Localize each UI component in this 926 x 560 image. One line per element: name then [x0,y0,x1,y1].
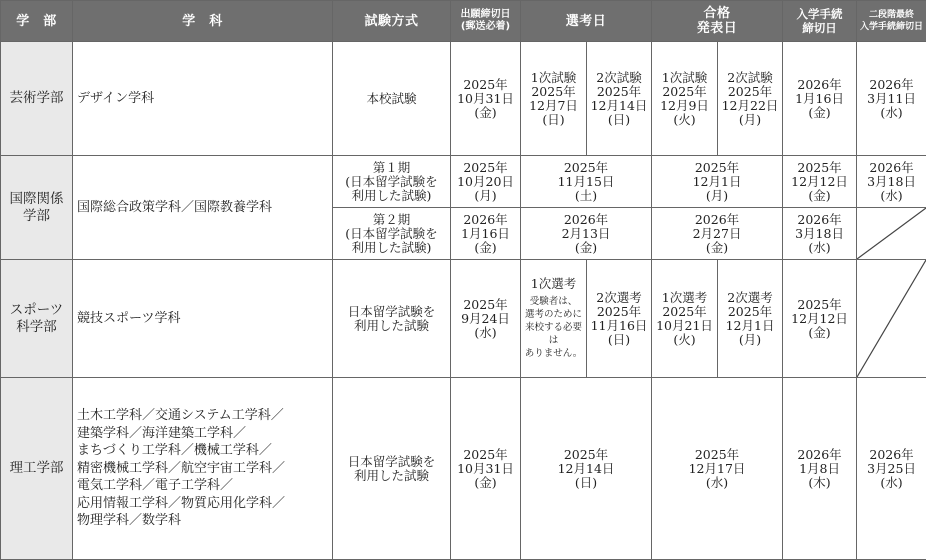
department-sci-line: 土木工学科／交通システム工学科／ [77,408,284,424]
header-enroll-deadline: 入学手続 締切日 [783,1,857,42]
department-sci-line: まちづくり工学科／機械工学科／ [77,443,272,459]
result1-art: 1次試験 2025年 12月9日 (火) [652,42,718,156]
department-sports: 競技スポーツ学科 [73,260,333,378]
exam1-sports-note-2: 選考のために [524,309,582,320]
faculty-art: 芸術学部 [1,42,73,156]
department-art: デザイン学科 [73,42,333,156]
second-intl-p1: 2026年 3月18日 (水) [857,156,926,208]
exam1-art: 1次試験 2025年 12月7日 (日) [521,42,587,156]
second-intl-p2-empty [857,208,926,260]
enroll-sports: 2025年 12月12日 (金) [783,260,857,378]
header-faculty: 学 部 [1,1,73,42]
faculty-sports: スポーツ 科学部 [1,260,73,378]
exam1-sports: 1次選考 受験者は、 選考のために 来校する必要は ありません。 [521,260,587,378]
department-sci-line: 物理学科／数学科 [77,513,182,529]
exam1-sports-note-3: 来校する必要は [524,322,582,346]
result-sci: 2025年 12月17日 (水) [652,378,783,560]
faculty-intl: 国際関係 学部 [1,156,73,260]
deadline-intl-p1: 2025年 10月20日 (月) [451,156,521,208]
row-sci [1,378,926,560]
row-sports [1,260,926,378]
department-sci-line: 電気工学科／電子工学科／ [77,478,234,494]
exam2-sports: 2次選考 2025年 11月16日 (日) [587,260,652,378]
result-intl-p1: 2025年 12月1日 (月) [652,156,783,208]
header-method: 試験方式 [333,1,451,42]
enroll-art: 2026年 1月16日 (金) [783,42,857,156]
header-department: 学 科 [73,1,333,42]
deadline-sports: 2025年 9月24日 (水) [451,260,521,378]
department-sci-line: 建築学科／海洋建築工学科／ [77,425,247,441]
departments-sci [73,378,333,560]
result2-art: 2次試験 2025年 12月22日 (月) [718,42,783,156]
exam-sci: 2025年 12月14日 (日) [521,378,652,560]
faculty-sci: 理工学部 [1,378,73,560]
diagonal-slash [857,208,926,259]
diagonal-slash [857,260,926,377]
method-sci: 日本留学試験を 利用した試験 [333,378,451,560]
exam-intl-p2: 2026年 2月13日 (金) [521,208,652,260]
header-deadline: 出願締切日 (郵送必着) [451,1,521,42]
second-sports-empty [857,260,926,378]
department-sci-line: 精密機械工学科／航空宇宙工学科／ [77,460,286,476]
row-intl-p1 [1,156,926,208]
header-exam-date: 選考日 [521,1,652,42]
header-row [1,1,926,42]
exam1-sports-note-1: 受験者は、 [529,296,578,307]
department-sci-line: 応用情報工学科／物質応用化学科／ [77,495,286,511]
header-result-date: 合格 発表日 [652,1,783,42]
exam1-sports-note-4: ありません。 [524,348,583,359]
method-intl-p2: 第２期 (日本留学試験を 利用した試験) [333,208,451,260]
second-art: 2026年 3月11日 (水) [857,42,926,156]
header-second-stage: 二段階最終 入学手続締切日 [857,1,926,42]
enroll-intl-p2: 2026年 3月18日 (水) [783,208,857,260]
enroll-sci: 2026年 1月8日 (木) [783,378,857,560]
second-sci: 2026年 3月25日 (水) [857,378,926,560]
deadline-art: 2025年 10月31日 (金) [451,42,521,156]
row-art [1,42,926,156]
result2-sports: 2次選考 2025年 12月1日 (月) [718,260,783,378]
result1-sports: 1次選考 2025年 10月21日 (火) [652,260,718,378]
enroll-intl-p1: 2025年 12月12日 (金) [783,156,857,208]
result-intl-p2: 2026年 2月27日 (金) [652,208,783,260]
deadline-intl-p2: 2026年 1月16日 (金) [451,208,521,260]
method-sports: 日本留学試験を 利用した試験 [333,260,451,378]
method-intl-p1: 第１期 (日本留学試験を 利用した試験) [333,156,451,208]
method-art: 本校試験 [333,42,451,156]
exam-intl-p1: 2025年 11月15日 (土) [521,156,652,208]
deadline-sci: 2025年 10月31日 (金) [451,378,521,560]
exam2-art: 2次試験 2025年 12月14日 (日) [587,42,652,156]
department-intl: 国際総合政策学科／国際教養学科 [73,156,333,260]
